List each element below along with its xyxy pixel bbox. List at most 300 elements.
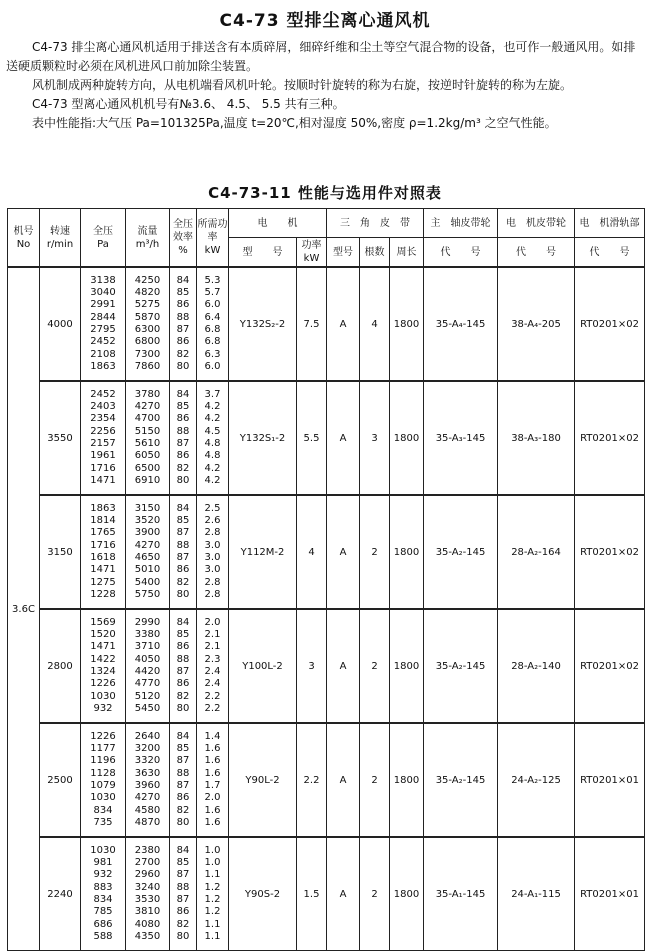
flow-value: 2990 bbox=[134, 616, 161, 628]
pressure-value: 1863 bbox=[90, 502, 116, 514]
pressure-value: 2157 bbox=[90, 438, 116, 449]
flow-value: 3200 bbox=[134, 743, 161, 755]
power-value: 4.2 bbox=[204, 413, 221, 425]
power-value: 4.8 bbox=[204, 450, 221, 462]
pressure-value: 2452 bbox=[90, 336, 116, 348]
table-row bbox=[8, 267, 645, 381]
flow-value: 2960 bbox=[134, 869, 161, 881]
pressure-value: 1961 bbox=[90, 450, 116, 462]
efficiency-cell bbox=[170, 267, 197, 381]
motor-model-cell: Y100L-2 bbox=[229, 609, 297, 723]
power-value: 1.6 bbox=[204, 816, 221, 828]
belt-length-cell: 1800 bbox=[390, 723, 424, 837]
flow-value: 3320 bbox=[134, 755, 161, 767]
efficiency-value: 82 bbox=[176, 804, 190, 816]
belt-count-cell: 2 bbox=[360, 723, 390, 837]
belt-type-cell: A bbox=[327, 609, 360, 723]
pressure-value: 1079 bbox=[90, 780, 116, 791]
efficiency-value: 82 bbox=[176, 576, 190, 588]
pressure-value: 1814 bbox=[90, 515, 116, 527]
power-value: 1.4 bbox=[204, 730, 221, 742]
main-pulley-cell: 35-A₂-145 bbox=[424, 495, 498, 609]
flow-value: 4250 bbox=[134, 274, 161, 286]
efficiency-value: 86 bbox=[176, 413, 190, 425]
power-value: 1.1 bbox=[204, 869, 221, 881]
efficiency-value: 88 bbox=[176, 767, 190, 779]
header-motor-pulley: 电 机皮带轮 bbox=[498, 209, 575, 238]
power-value: 5.3 bbox=[204, 274, 221, 286]
header-unit: kW bbox=[204, 245, 221, 256]
belt-count-cell: 2 bbox=[360, 609, 390, 723]
efficiency-value: 80 bbox=[176, 930, 190, 942]
speed-cell: 2240 bbox=[40, 837, 81, 951]
flow-value: 4700 bbox=[134, 413, 161, 425]
header-motor: 电 机 bbox=[229, 209, 327, 238]
efficiency-value: 84 bbox=[176, 730, 190, 742]
efficiency-value: 80 bbox=[176, 474, 190, 486]
pressure-value: 735 bbox=[93, 816, 113, 828]
efficiency-value: 82 bbox=[176, 348, 190, 360]
pressure-value: 3138 bbox=[90, 274, 116, 286]
pressure-value: 1226 bbox=[90, 730, 116, 742]
flow-value: 5275 bbox=[134, 299, 161, 311]
header-main-pulley: 主 轴皮带轮 bbox=[424, 209, 498, 238]
intro-paragraph: 风机制成两种旋转方向，从电机端看风机叶轮。按顺时针旋转的称为右旋，按逆时针旋转的称为左旋。 bbox=[32, 78, 573, 92]
efficiency-value: 84 bbox=[176, 502, 190, 514]
power-value: 1.2 bbox=[204, 894, 221, 905]
table-title: C4-73-11 性能与选用件对照表 bbox=[208, 184, 442, 202]
belt-type-cell: A bbox=[327, 837, 360, 951]
flow-value: 4080 bbox=[134, 918, 161, 930]
efficiency-cell bbox=[170, 495, 197, 609]
efficiency-value: 86 bbox=[176, 792, 190, 804]
power-value: 2.8 bbox=[204, 527, 221, 539]
flow-value: 4580 bbox=[134, 804, 161, 816]
pressure-value: 686 bbox=[93, 918, 113, 930]
pressure-value: 1569 bbox=[90, 616, 116, 628]
flow-value: 4270 bbox=[134, 539, 161, 551]
efficiency-value: 86 bbox=[176, 450, 190, 462]
efficiency-cell bbox=[170, 837, 197, 951]
flow-value: 3150 bbox=[134, 502, 161, 514]
power-value: 3.7 bbox=[204, 388, 221, 400]
power-value: 2.3 bbox=[204, 653, 221, 665]
header-motor-model: 型 号 bbox=[229, 238, 297, 268]
motor-power-cell: 7.5 bbox=[297, 267, 327, 381]
efficiency-value: 85 bbox=[176, 401, 190, 413]
efficiency-value: 85 bbox=[176, 287, 190, 299]
pressure-value: 2403 bbox=[90, 401, 116, 413]
motor-model-cell: Y90S-2 bbox=[229, 837, 297, 951]
header-unit: No bbox=[16, 238, 31, 250]
belt-count-cell: 2 bbox=[360, 837, 390, 951]
pressure-value: 1520 bbox=[90, 629, 116, 641]
power-value: 1.6 bbox=[204, 804, 221, 816]
motor-power-cell: 5.5 bbox=[297, 381, 327, 495]
motor-power-cell: 1.5 bbox=[297, 837, 327, 951]
pressure-value: 834 bbox=[93, 804, 113, 816]
table-row bbox=[8, 495, 645, 609]
pressure-value: 1863 bbox=[90, 360, 116, 372]
page-title: C4-73 型排尘离心通风机 bbox=[219, 11, 431, 31]
efficiency-cell bbox=[170, 723, 197, 837]
pressure-value: 2108 bbox=[90, 348, 116, 360]
pressure-value: 1275 bbox=[90, 576, 116, 588]
belt-count-cell: 4 bbox=[360, 267, 390, 381]
header-motor-pulley-code: 代 号 bbox=[498, 238, 575, 268]
flow-value: 5750 bbox=[134, 588, 161, 600]
pressure-value: 2991 bbox=[90, 299, 116, 311]
pressure-value: 1471 bbox=[90, 564, 116, 576]
header-speed bbox=[40, 209, 81, 268]
flow-cell bbox=[126, 267, 170, 381]
motor-rail-cell: RT0201×01 bbox=[575, 723, 645, 837]
performance-table bbox=[7, 208, 645, 951]
pressure-value: 2354 bbox=[90, 413, 116, 425]
motor-rail-cell: RT0201×01 bbox=[575, 837, 645, 951]
header-label: 流量 bbox=[137, 225, 158, 237]
belt-length-cell: 1800 bbox=[390, 267, 424, 381]
motor-model-cell: Y112M-2 bbox=[229, 495, 297, 609]
header-label: 全压 bbox=[93, 225, 113, 237]
efficiency-value: 84 bbox=[176, 388, 190, 400]
pressure-value: 1471 bbox=[90, 641, 116, 653]
motor-model-cell: Y132S₂-2 bbox=[229, 267, 297, 381]
efficiency-value: 87 bbox=[176, 552, 190, 563]
power-value: 2.4 bbox=[204, 678, 221, 690]
pressure-cell bbox=[81, 837, 126, 951]
header-main-pulley-code: 代 号 bbox=[424, 238, 498, 268]
header-power bbox=[197, 209, 229, 268]
flow-cell bbox=[126, 495, 170, 609]
efficiency-value: 80 bbox=[176, 588, 190, 600]
power-value: 1.0 bbox=[204, 857, 221, 869]
flow-value: 3520 bbox=[134, 515, 161, 527]
flow-value: 2380 bbox=[134, 844, 161, 856]
speed-cell: 2800 bbox=[40, 609, 81, 723]
motor-rail-cell: RT0201×02 bbox=[575, 381, 645, 495]
flow-value: 7860 bbox=[134, 360, 161, 372]
motor-pulley-cell: 24-A₁-115 bbox=[498, 837, 575, 951]
flow-value: 4820 bbox=[134, 287, 161, 299]
power-value: 1.7 bbox=[204, 780, 221, 791]
main-pulley-cell: 35-A₃-145 bbox=[424, 381, 498, 495]
header-label: 所需功率 bbox=[197, 219, 228, 243]
header-label: 全压效率 bbox=[173, 219, 193, 243]
header-motor-rail: 电 机滑轨部 bbox=[575, 209, 645, 238]
efficiency-value: 82 bbox=[176, 462, 190, 474]
efficiency-value: 88 bbox=[176, 653, 190, 665]
power-value: 1.1 bbox=[204, 918, 221, 930]
power-value: 6.3 bbox=[204, 348, 221, 360]
pressure-value: 1765 bbox=[90, 527, 116, 539]
motor-rail-cell: RT0201×02 bbox=[575, 609, 645, 723]
pressure-cell bbox=[81, 267, 126, 381]
header-label: 功率 bbox=[301, 240, 322, 251]
power-value: 6.8 bbox=[204, 336, 221, 348]
efficiency-value: 85 bbox=[176, 857, 190, 869]
pressure-value: 1228 bbox=[90, 588, 116, 600]
power-value: 2.2 bbox=[204, 690, 221, 702]
table-row bbox=[8, 381, 645, 495]
belt-type-cell: A bbox=[327, 381, 360, 495]
flow-value: 5610 bbox=[134, 438, 161, 449]
efficiency-value: 86 bbox=[176, 336, 190, 348]
power-value: 4.2 bbox=[204, 474, 221, 486]
efficiency-value: 82 bbox=[176, 918, 190, 930]
flow-value: 4420 bbox=[134, 666, 161, 677]
pressure-value: 2844 bbox=[90, 311, 116, 323]
efficiency-cell bbox=[170, 609, 197, 723]
efficiency-value: 87 bbox=[176, 324, 190, 335]
motor-pulley-cell: 38-A₄-205 bbox=[498, 267, 575, 381]
power-value: 4.2 bbox=[204, 462, 221, 474]
efficiency-value: 86 bbox=[176, 906, 190, 918]
power-value: 1.6 bbox=[204, 767, 221, 779]
power-value: 4.8 bbox=[204, 438, 221, 449]
belt-length-cell: 1800 bbox=[390, 609, 424, 723]
pressure-value: 1471 bbox=[90, 474, 116, 486]
power-value: 2.8 bbox=[204, 576, 221, 588]
power-value: 1.2 bbox=[204, 906, 221, 918]
pressure-value: 1324 bbox=[90, 666, 116, 677]
flow-value: 5400 bbox=[134, 576, 161, 588]
power-value: 6.0 bbox=[204, 299, 221, 311]
efficiency-value: 87 bbox=[176, 666, 190, 677]
flow-value: 6300 bbox=[134, 324, 161, 335]
pressure-value: 1716 bbox=[90, 462, 116, 474]
flow-value: 6910 bbox=[134, 474, 161, 486]
flow-value: 5450 bbox=[134, 702, 161, 714]
flow-value: 6050 bbox=[134, 450, 161, 462]
table-row bbox=[8, 609, 645, 723]
pressure-value: 1177 bbox=[90, 743, 116, 755]
main-pulley-cell: 35-A₂-145 bbox=[424, 609, 498, 723]
table-row bbox=[8, 837, 645, 951]
power-cell bbox=[197, 609, 229, 723]
header-belt-type: 型号 bbox=[327, 238, 360, 268]
efficiency-value: 88 bbox=[176, 311, 190, 323]
intro-paragraph: C4-73 型离心通风机机号有№3.6、 4.5、 5.5 共有三种。 bbox=[32, 97, 345, 111]
flow-value: 5870 bbox=[134, 311, 161, 323]
header-belt-length: 周长 bbox=[390, 238, 424, 268]
header-row bbox=[8, 209, 645, 238]
flow-cell bbox=[126, 381, 170, 495]
motor-rail-cell: RT0201×02 bbox=[575, 267, 645, 381]
flow-value: 4270 bbox=[134, 401, 161, 413]
flow-value: 4870 bbox=[134, 816, 161, 828]
pressure-value: 1422 bbox=[90, 653, 116, 665]
pressure-value: 2452 bbox=[90, 388, 116, 400]
pressure-value: 1030 bbox=[90, 844, 116, 856]
pressure-value: 1226 bbox=[90, 678, 116, 690]
power-cell bbox=[197, 723, 229, 837]
flow-value: 3240 bbox=[134, 881, 161, 893]
power-value: 3.0 bbox=[204, 552, 221, 563]
efficiency-value: 86 bbox=[176, 641, 190, 653]
header-unit: m³/h bbox=[135, 238, 160, 250]
belt-length-cell: 1800 bbox=[390, 837, 424, 951]
efficiency-value: 86 bbox=[176, 564, 190, 576]
motor-rail-cell: RT0201×02 bbox=[575, 495, 645, 609]
power-value: 2.0 bbox=[204, 616, 221, 628]
flow-value: 3900 bbox=[134, 527, 161, 539]
efficiency-value: 87 bbox=[176, 780, 190, 791]
efficiency-value: 84 bbox=[176, 274, 190, 286]
belt-type-cell: A bbox=[327, 723, 360, 837]
motor-pulley-cell: 38-A₃-180 bbox=[498, 381, 575, 495]
power-cell bbox=[197, 495, 229, 609]
flow-value: 5010 bbox=[134, 564, 161, 576]
power-value: 2.2 bbox=[204, 702, 221, 714]
belt-count-cell: 2 bbox=[360, 495, 390, 609]
header-pressure bbox=[81, 209, 126, 268]
power-value: 2.1 bbox=[204, 629, 221, 641]
pressure-value: 932 bbox=[93, 702, 113, 714]
motor-pulley-cell: 28-A₂-164 bbox=[498, 495, 575, 609]
flow-value: 3380 bbox=[134, 629, 161, 641]
speed-cell: 3150 bbox=[40, 495, 81, 609]
flow-value: 2700 bbox=[134, 857, 161, 869]
power-value: 6.4 bbox=[204, 311, 221, 323]
header-unit: % bbox=[178, 245, 188, 256]
speed-cell: 2500 bbox=[40, 723, 81, 837]
efficiency-value: 87 bbox=[176, 869, 190, 881]
pressure-value: 1030 bbox=[90, 690, 116, 702]
header-machine-no bbox=[8, 209, 40, 268]
power-cell bbox=[197, 381, 229, 495]
efficiency-value: 88 bbox=[176, 425, 190, 437]
flow-value: 6800 bbox=[134, 336, 161, 348]
header-unit: r/min bbox=[46, 238, 74, 250]
header-label: 机号 bbox=[13, 225, 34, 237]
power-value: 1.0 bbox=[204, 844, 221, 856]
power-value: 4.5 bbox=[204, 425, 221, 437]
efficiency-value: 87 bbox=[176, 438, 190, 449]
efficiency-value: 82 bbox=[176, 690, 190, 702]
intro-paragraph: C4-73 排尘离心通风机适用于排送含有本质碎屑，细碎纤维和尘土等空气混合物的设备，也可作一般通风用。如排送硬质颗粒时必须在风机进风口前加除尘装置。 bbox=[6, 40, 636, 73]
header-belt: 三 角 皮 带 bbox=[327, 209, 424, 238]
belt-type-cell: A bbox=[327, 495, 360, 609]
flow-value: 2640 bbox=[134, 730, 161, 742]
header-belt-count: 根数 bbox=[360, 238, 390, 268]
pressure-value: 834 bbox=[93, 894, 113, 905]
header-motor-rail-code: 代 号 bbox=[575, 238, 645, 268]
flow-value: 4270 bbox=[134, 792, 161, 804]
pressure-value: 981 bbox=[93, 857, 113, 869]
header-motor-power bbox=[297, 238, 327, 268]
efficiency-value: 87 bbox=[176, 527, 190, 539]
power-value: 1.6 bbox=[204, 755, 221, 767]
header-unit: kW bbox=[303, 253, 320, 264]
pressure-value: 1128 bbox=[90, 767, 116, 779]
efficiency-value: 85 bbox=[176, 743, 190, 755]
table-row bbox=[8, 723, 645, 837]
motor-pulley-cell: 28-A₂-140 bbox=[498, 609, 575, 723]
flow-value: 3960 bbox=[134, 780, 161, 791]
efficiency-value: 87 bbox=[176, 755, 190, 767]
efficiency-value: 84 bbox=[176, 844, 190, 856]
efficiency-cell bbox=[170, 381, 197, 495]
efficiency-value: 84 bbox=[176, 616, 190, 628]
power-value: 1.2 bbox=[204, 881, 221, 893]
main-pulley-cell: 35-A₂-145 bbox=[424, 723, 498, 837]
motor-power-cell: 4 bbox=[297, 495, 327, 609]
flow-value: 7300 bbox=[134, 348, 161, 360]
pressure-value: 588 bbox=[93, 930, 113, 942]
power-value: 2.5 bbox=[204, 502, 221, 514]
belt-count-cell: 3 bbox=[360, 381, 390, 495]
header-flow bbox=[126, 209, 170, 268]
flow-value: 4350 bbox=[134, 930, 161, 942]
header-unit: Pa bbox=[97, 238, 109, 250]
power-value: 3.0 bbox=[204, 539, 221, 551]
pressure-cell bbox=[81, 381, 126, 495]
pressure-value: 1196 bbox=[90, 755, 116, 767]
flow-cell bbox=[126, 837, 170, 951]
pressure-cell bbox=[81, 495, 126, 609]
flow-value: 5120 bbox=[134, 690, 161, 702]
power-value: 2.0 bbox=[204, 792, 221, 804]
efficiency-value: 88 bbox=[176, 539, 190, 551]
power-value: 4.2 bbox=[204, 401, 221, 413]
header-efficiency bbox=[170, 209, 197, 268]
flow-value: 3630 bbox=[134, 767, 161, 779]
power-value: 6.0 bbox=[204, 360, 221, 372]
efficiency-value: 86 bbox=[176, 678, 190, 690]
belt-type-cell: A bbox=[327, 267, 360, 381]
main-pulley-cell: 35-A₄-145 bbox=[424, 267, 498, 381]
pressure-value: 2256 bbox=[90, 425, 116, 437]
motor-pulley-cell: 24-A₂-125 bbox=[498, 723, 575, 837]
flow-value: 4650 bbox=[134, 552, 161, 563]
speed-cell: 4000 bbox=[40, 267, 81, 381]
efficiency-value: 85 bbox=[176, 515, 190, 527]
flow-value: 3810 bbox=[134, 906, 161, 918]
belt-length-cell: 1800 bbox=[390, 495, 424, 609]
power-cell bbox=[197, 267, 229, 381]
flow-cell bbox=[126, 609, 170, 723]
belt-length-cell: 1800 bbox=[390, 381, 424, 495]
main-pulley-cell: 35-A₁-145 bbox=[424, 837, 498, 951]
flow-value: 3780 bbox=[134, 388, 161, 400]
pressure-value: 2795 bbox=[90, 324, 116, 335]
pressure-value: 883 bbox=[93, 881, 113, 893]
power-value: 1.6 bbox=[204, 743, 221, 755]
pressure-cell bbox=[81, 609, 126, 723]
power-value: 2.8 bbox=[204, 588, 221, 600]
flow-cell bbox=[126, 723, 170, 837]
power-value: 2.1 bbox=[204, 641, 221, 653]
efficiency-value: 88 bbox=[176, 881, 190, 893]
pressure-cell bbox=[81, 723, 126, 837]
flow-value: 6500 bbox=[134, 462, 161, 474]
speed-cell: 3550 bbox=[40, 381, 81, 495]
flow-value: 4050 bbox=[134, 653, 161, 665]
efficiency-value: 87 bbox=[176, 894, 190, 905]
efficiency-value: 80 bbox=[176, 360, 190, 372]
motor-model-cell: Y90L-2 bbox=[229, 723, 297, 837]
flow-value: 3710 bbox=[134, 641, 161, 653]
motor-power-cell: 3 bbox=[297, 609, 327, 723]
efficiency-value: 85 bbox=[176, 629, 190, 641]
power-value: 2.6 bbox=[204, 515, 221, 527]
flow-value: 5150 bbox=[134, 425, 161, 437]
motor-model-cell: Y132S₁-2 bbox=[229, 381, 297, 495]
power-value: 6.8 bbox=[204, 324, 221, 335]
motor-power-cell: 2.2 bbox=[297, 723, 327, 837]
flow-value: 4770 bbox=[134, 678, 161, 690]
